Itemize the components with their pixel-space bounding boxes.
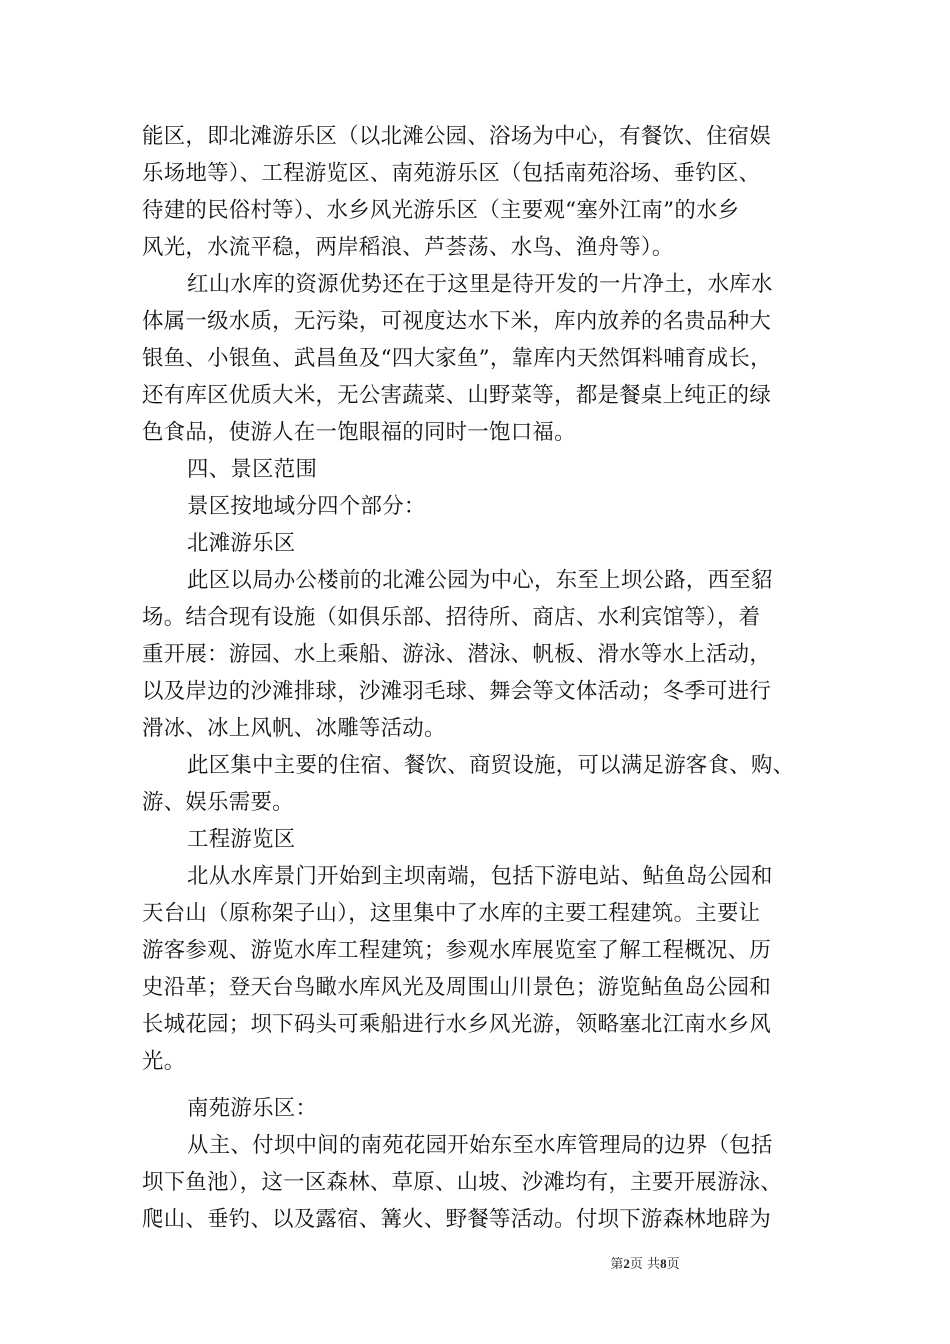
text-line: 红山水库的资源优势还在于这里是待开发的一片净土，水库水 xyxy=(187,272,773,297)
text-line: 光。 xyxy=(142,1049,186,1074)
text-line: 此区以局办公楼前的北滩公园为中心，东至上坝公路，西至貂 xyxy=(187,568,773,593)
text-line: 景区按地域分四个部分： xyxy=(187,494,426,519)
footer-page-number: 2 xyxy=(623,1256,630,1271)
paragraph-gap xyxy=(142,1080,808,1090)
footer-prefix: 第 xyxy=(610,1257,624,1272)
subsection-heading: 工程游览区 xyxy=(187,827,296,852)
text-line: 乐场地等）、工程游览区、南苑游乐区（包括南苑浴场、垂钓区、 xyxy=(142,161,761,186)
text-line: 风光，水流平稳，两岸稻浪、芦荟荡、水鸟、渔舟等）。 xyxy=(142,235,674,260)
text-line: 滑冰、冰上风帆、冰雕等活动。 xyxy=(142,716,446,741)
text-line: 还有库区优质大米，无公害蔬菜、山野菜等，都是餐桌上纯正的绿 xyxy=(142,383,772,408)
text-line: 待建的民俗村等）、水乡风光游乐区（主要观“塞外江南”的水乡 xyxy=(142,198,740,223)
text-line: 此区集中主要的住宿、餐饮、商贸设施，可以满足游客食、购、 xyxy=(187,753,795,778)
text-line: 能区，即北滩游乐区（以北滩公园、浴场为中心，有餐饮、住宿娱 xyxy=(142,124,772,149)
page-footer xyxy=(0,1253,950,1272)
text-line: 北从水库景门开始到主坝南端，包括下游电站、鲇鱼岛公园和 xyxy=(187,864,773,889)
text-line: 坝下鱼池），这一区森林、草原、山坡、沙滩均有，主要开展游泳、 xyxy=(142,1170,783,1195)
text-line: 重开展：游园、水上乘船、游泳、潜泳、帆板、滑水等水上活动， xyxy=(142,642,772,667)
text-line: 银鱼、小银鱼、武昌鱼及“四大家鱼”，靠库内天然饵料哺育成长， xyxy=(142,346,772,371)
footer-middle: 页 共 xyxy=(629,1257,661,1272)
text-line: 从主、付坝中间的南苑花园开始东至水库管理局的边界（包括 xyxy=(187,1133,773,1158)
text-line: 以及岸边的沙滩排球，沙滩羽毛球、舞会等文体活动；冬季可进行 xyxy=(142,679,772,704)
subsection-heading: 南苑游乐区： xyxy=(187,1096,318,1121)
text-line: 天台山（原称架子山），这里集中了水库的主要工程建筑。主要让 xyxy=(142,901,761,926)
text-line: 场。结合现有设施（如俱乐部、招待所、商店、水利宾馆等），着 xyxy=(142,605,761,630)
text-line: 色食品，使游人在一饱眼福的同时一饱口福。 xyxy=(142,420,576,445)
text-line: 游客参观、游览水库工程建筑；参观水库展览室了解工程概况、历 xyxy=(142,938,772,963)
text-line: 史沿革；登天台鸟瞰水库风光及周围山川景色；游览鲇鱼岛公园和 xyxy=(142,975,772,1000)
footer-suffix: 页 xyxy=(666,1257,680,1272)
text-line: 爬山、垂钓、以及露宿、篝火、野餐等活动。付坝下游森林地辟为 xyxy=(142,1207,772,1232)
text-line: 长城花园；坝下码头可乘船进行水乡风光游，领略塞北江南水乡风 xyxy=(142,1012,772,1037)
footer-total-pages: 8 xyxy=(660,1256,667,1271)
document-body xyxy=(142,118,808,1238)
text-line: 游、娱乐需要。 xyxy=(142,790,294,815)
text-line: 体属一级水质，无污染，可视度达水下米，库内放养的名贵品种大 xyxy=(142,309,772,334)
section-heading: 四、景区范围 xyxy=(187,457,318,482)
subsection-heading: 北滩游乐区 xyxy=(187,531,296,556)
